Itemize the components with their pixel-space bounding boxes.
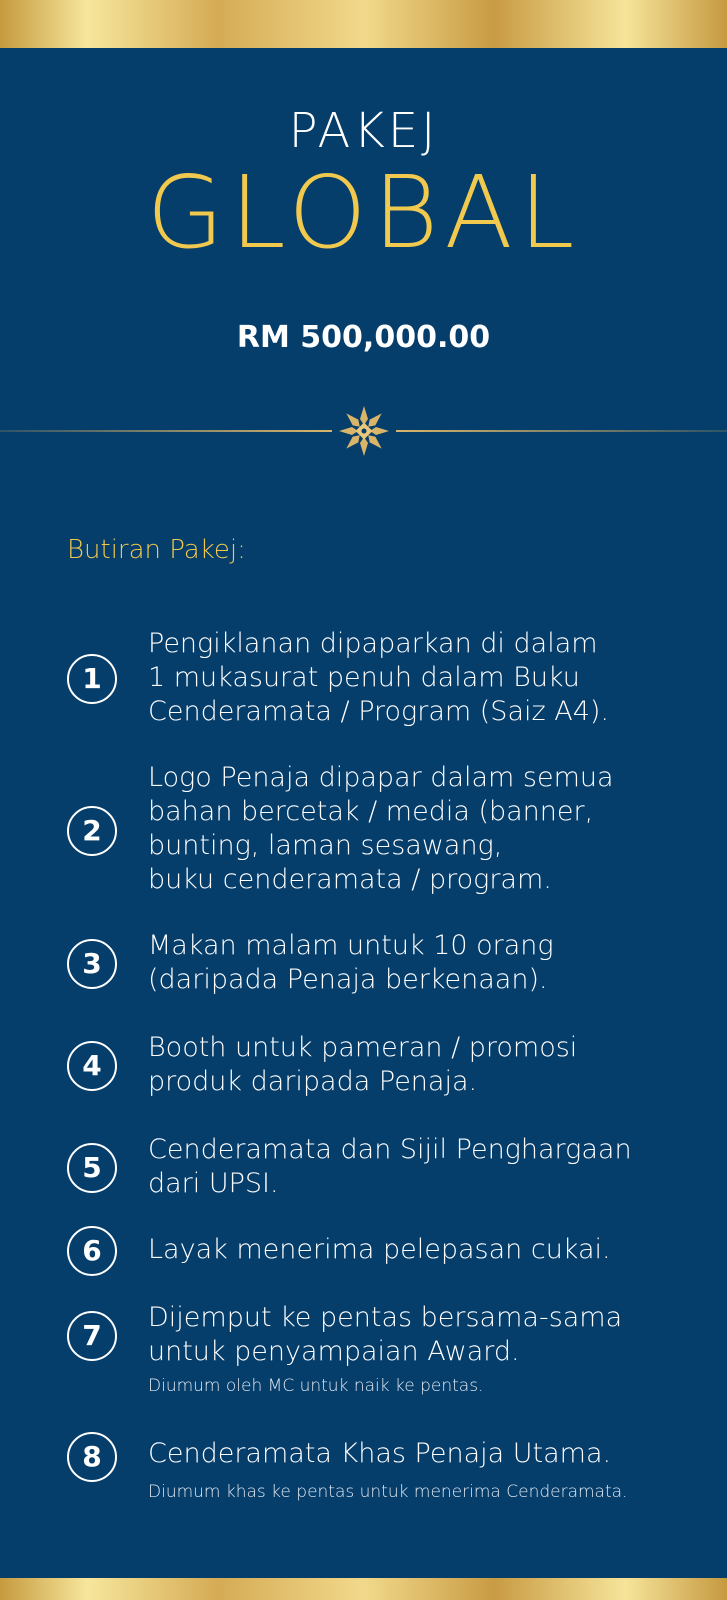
item-number-badge: 2 — [67, 806, 117, 856]
item-text: Dijemput ke pentas bersama-sama untuk penyampaian Award. — [148, 1302, 623, 1367]
item-number-badge: 7 — [67, 1311, 117, 1361]
list-item — [67, 1437, 707, 1517]
item-text: Booth untuk pameran / promosi produk daripada Penaja. — [148, 1032, 578, 1097]
item-number-badge: 6 — [67, 1226, 117, 1276]
item-text: Layak menerima pelepasan cukai. — [148, 1234, 611, 1265]
package-name: GLOBAL — [146, 154, 581, 271]
divider-right — [396, 430, 727, 432]
list-item — [67, 1133, 707, 1203]
item-number-badge: 8 — [67, 1432, 117, 1482]
item-number-badge: 5 — [67, 1143, 117, 1193]
list-item — [67, 929, 707, 999]
item-note: Diumum khas ke pentas untuk menerima Cenderamata. — [148, 1482, 628, 1502]
divider-left — [0, 430, 332, 432]
item-text: Logo Penaja dipapar dalam semua bahan bercetak / media (banner, bunting, laman sesawang, buku cenderamata / program. — [148, 762, 614, 895]
item-note: Diumum oleh MC untuk naik ke pentas. — [148, 1376, 484, 1396]
item-number-badge: 1 — [67, 654, 117, 704]
item-text: Makan malam untuk 10 orang (daripada Penaja berkenaan). — [148, 930, 554, 995]
list-item — [67, 1233, 707, 1283]
item-number-badge: 4 — [67, 1041, 117, 1091]
gold-bottom-border — [0, 1578, 727, 1600]
item-text: Cenderamata dan Sijil Penghargaan dari UPSI. — [148, 1134, 632, 1199]
package-label: PAKEJ — [288, 103, 439, 159]
list-item — [67, 627, 707, 727]
gold-top-border — [0, 0, 727, 48]
item-text: Pengiklanan dipaparkan di dalam 1 mukasurat penuh dalam Buku Cenderamata / Program (Saiz A4). — [148, 628, 610, 727]
item-number-badge: 3 — [67, 939, 117, 989]
list-item — [67, 1031, 707, 1101]
star-ornament-icon — [337, 404, 391, 458]
section-label: Butiran Pakej: — [67, 535, 246, 565]
list-item — [67, 761, 707, 897]
package-price: RM 500,000.00 — [236, 320, 491, 355]
item-text: Cenderamata Khas Penaja Utama. — [148, 1438, 612, 1469]
list-item — [67, 1301, 707, 1401]
